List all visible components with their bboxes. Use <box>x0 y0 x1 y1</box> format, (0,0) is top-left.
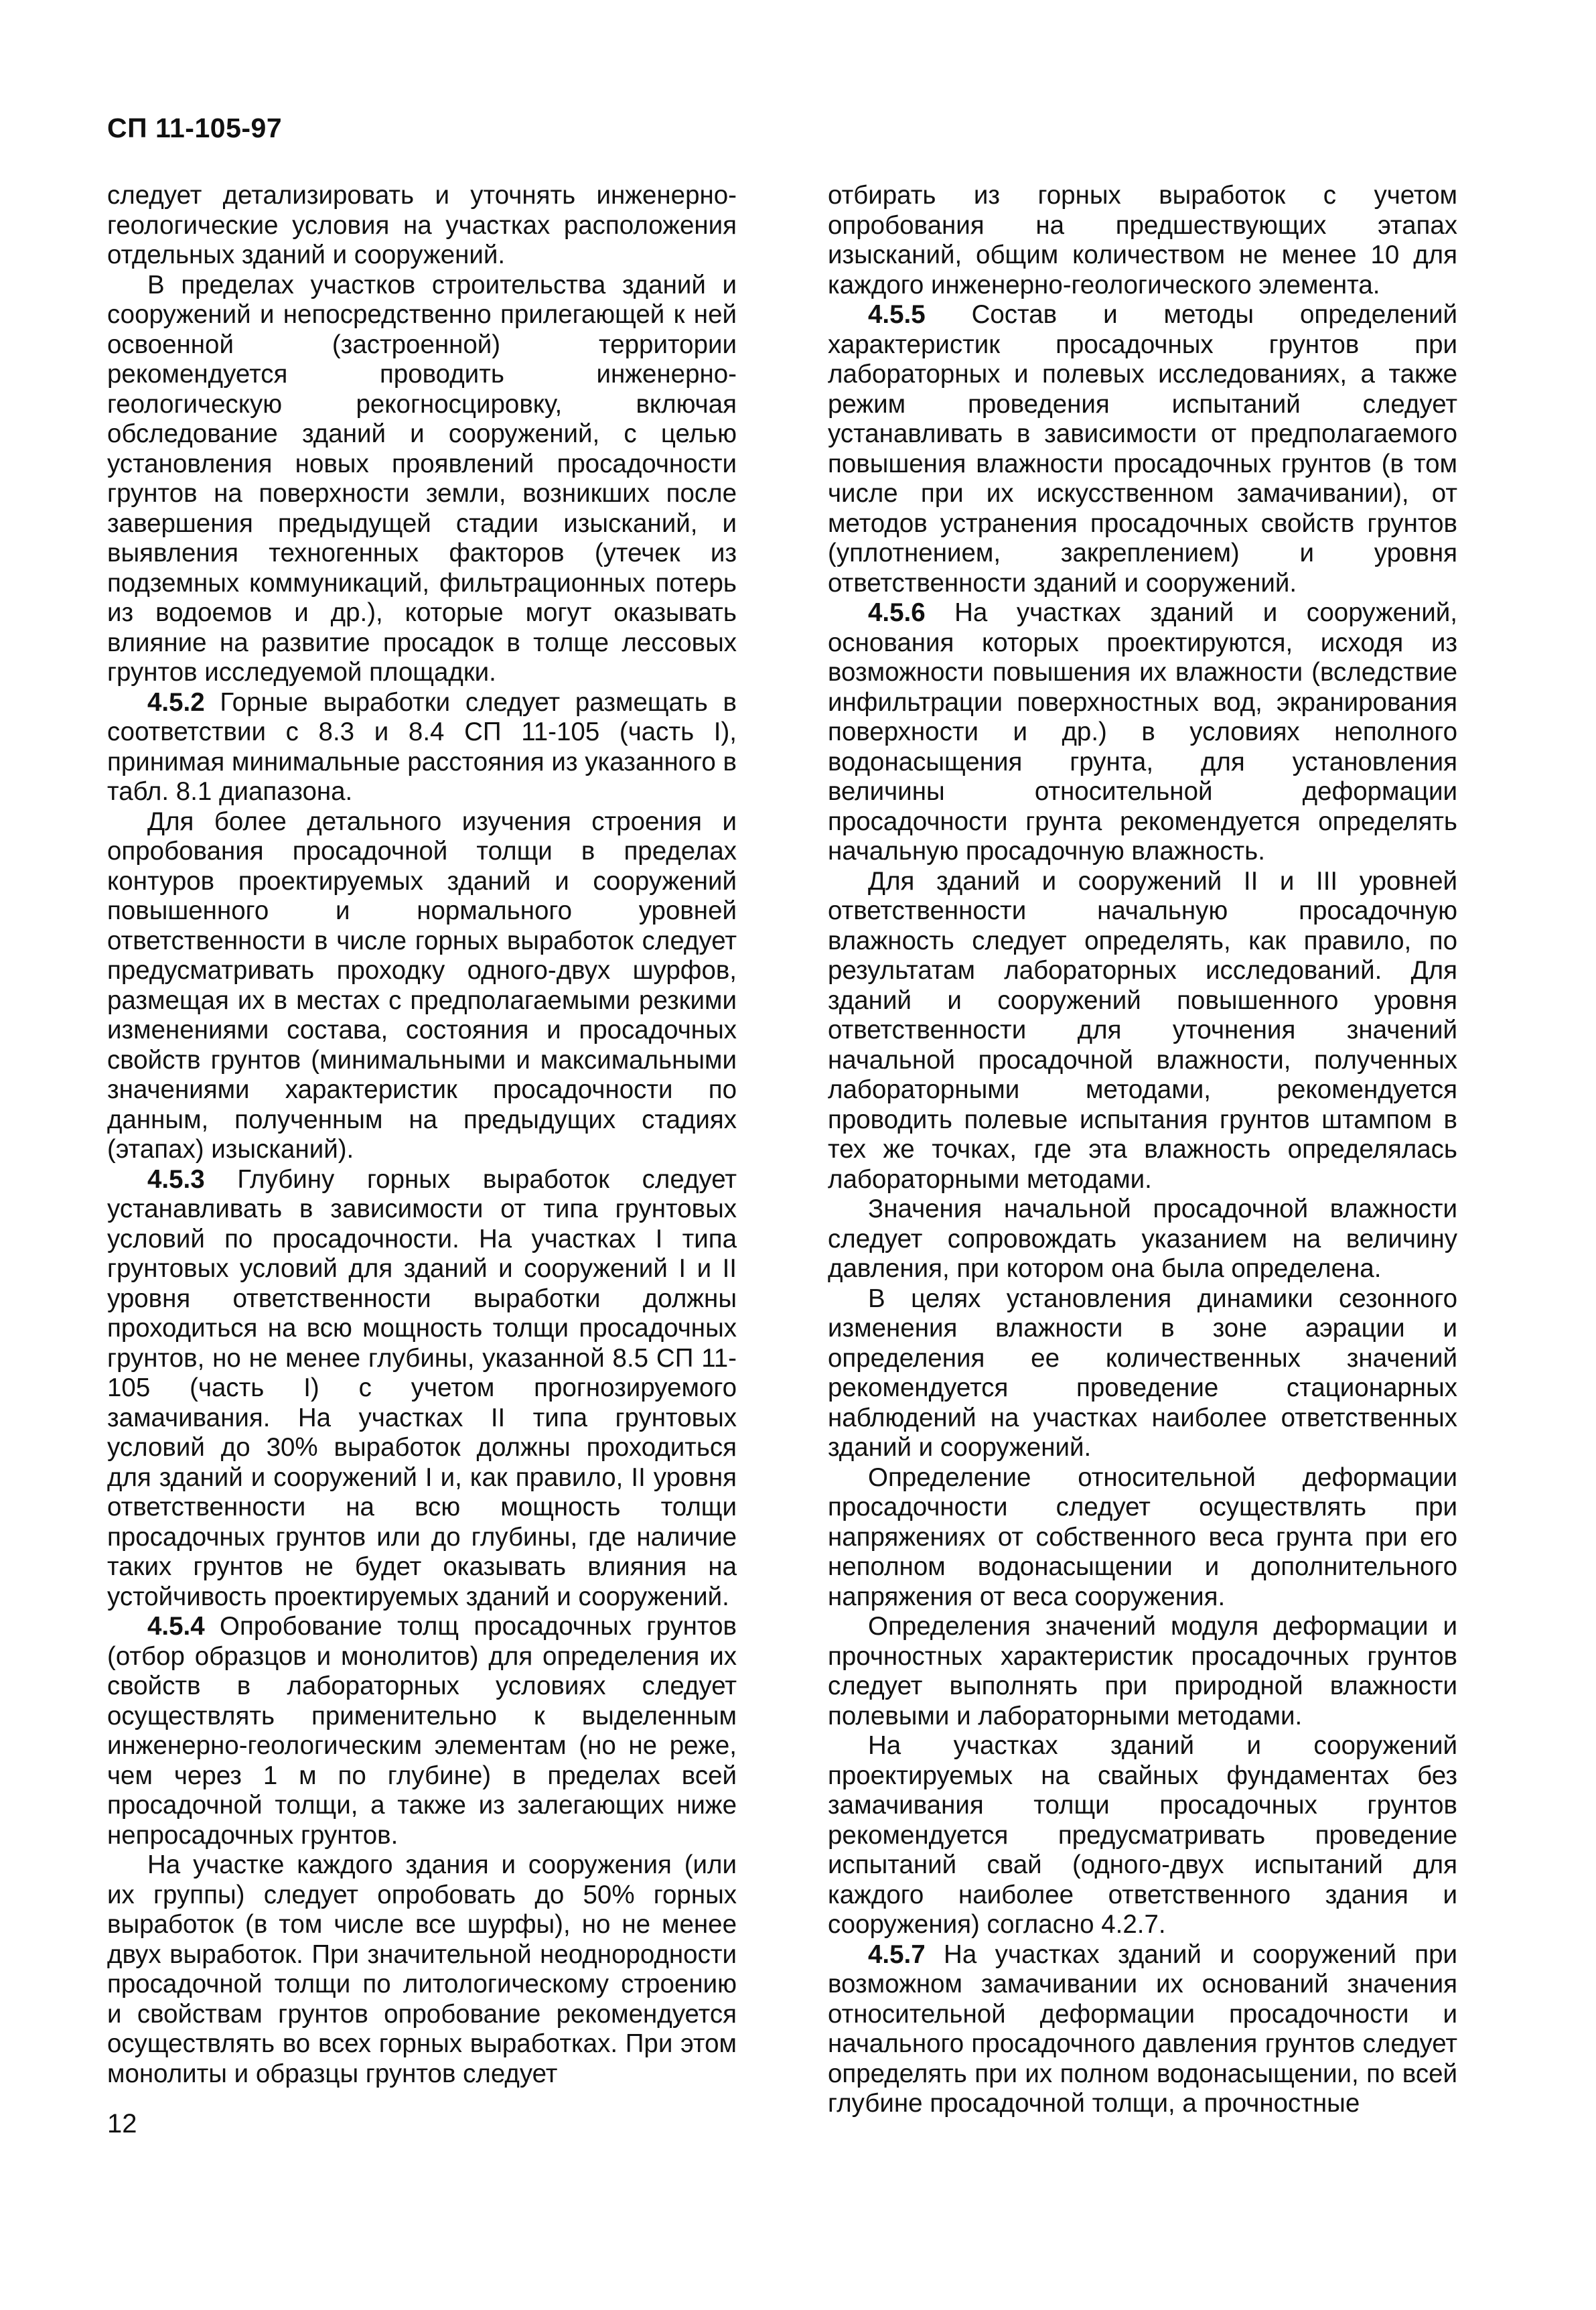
right-column <box>828 181 1457 2119</box>
clause-number: 4.5.3 <box>147 1164 205 1194</box>
clause-4-5-6 <box>828 598 1457 867</box>
paragraph: На участках зданий и сооружений проектируемых на свайных фундаментах без замачивания толщи просадочных грунтов рекомендуется предусматривать проведение испытаний свай (одного-двух испытаний для каждого наиболее ответственного здания и сооружения) согласно 4.2.7. <box>828 1731 1457 1939</box>
clause-4-5-3 <box>107 1165 737 1613</box>
clause-text: Глубину горных выработок следует устанавливать в зависимости от типа грунтовых условий по просадочности. На участках I типа грунтовых условий для зданий и сооружений I и II уровня ответственности выработки должны проходиться на всю мощность толщи просадочных грунтов, но не менее глубины, указанной 8.5 СП 11-105 (часть I) с учетом прогнозируемого замачивания. На участках II типа грунтовых условий до 30% выработок должны проходиться для зданий и сооружений I и, как правило, II уровня ответственности на всю мощность толщи просадочных грунтов или до глубины, где наличие таких грунтов не будет оказывать влияния на устойчивость проектируемых зданий и сооружений. <box>107 1164 737 1611</box>
paragraph: На участке каждого здания и сооружения (или их группы) следует опробовать до 50% горных выработок (в том числе все шурфы), но не менее двух выработок. При значительной неоднородности просадочной толщи по литологическому строению и свойствам грунтов опробование рекомендуется осуществлять во всех горных выработках. При этом монолиты и образцы грунтов следует <box>107 1850 737 2088</box>
clause-text: Состав и методы определений характеристик просадочных грунтов при лабораторных и полевых исследованиях, а также режим проведения испытаний следует устанавливать в зависимости от предполагаемого повышения влажности просадочных грунтов (в том числе при их искусственном замачивании), от методов устранения просадочных свойств грунтов (уплотнением, закреплением) и уровня ответственности зданий и сооружений. <box>828 300 1457 598</box>
clause-text: На участках зданий и сооружений при возможном замачивании их оснований значения относительной деформации просадочности и начального просадочного давления грунтов следует определять при их полном водонасыщении, по всей глубине просадочной толщи, а прочностные <box>828 1940 1457 2118</box>
paragraph: Для зданий и сооружений II и III уровней ответственности начальную просадочную влажность следует определять, как правило, по результатам лабораторных исследований. Для зданий и сооружений повышенного уровня ответственности для уточнения значений начальной просадочной влажности, полученных лабораторными методами, рекомендуется проводить полевые испытания грунтов штампом в тех же точках, где эта влажность определялась лабораторными методами. <box>828 866 1457 1194</box>
clause-text: Опробование толщ просадочных грунтов (отбор образцов и монолитов) для определения их свойств в лабораторных условиях следует осуществлять применительно к выделенным инженерно-геологическим элементам (но не реже, чем через 1 м по глубине) в пределах всей просадочной толщи, а также из залегающих ниже непросадочных грунтов. <box>107 1612 737 1850</box>
clause-number: 4.5.5 <box>868 300 926 329</box>
paragraph: отбирать из горных выработок с учетом опробования на предшествующих этапах изысканий, общим количеством не менее 10 для каждого инженерно-геологического элемента. <box>828 181 1457 299</box>
paragraph: Значения начальной просадочной влажности следует сопровождать указанием на величину давления, при котором она была определена. <box>828 1195 1457 1283</box>
clause-number: 4.5.6 <box>868 598 926 627</box>
clause-text: На участках зданий и сооружений, основания которых проектируются, исходя из возможности повышения их влажности (вследствие инфильтрации поверхностных вод, экранирования поверхности и др.) в условиях неполного водонасыщения грунта, для установления величины относительной деформации просадочности грунта рекомендуется определять начальную просадочную влажность. <box>828 598 1457 866</box>
document-code: СП 11-105-97 <box>107 113 283 143</box>
paragraph: В целях установления динамики сезонного изменения влажности в зоне аэрации и определения ее количественных значений рекомендуется проведение стационарных наблюдений на участках наиболее ответственных зданий и сооружений. <box>828 1284 1457 1462</box>
clause-number: 4.5.2 <box>147 687 205 717</box>
clause-number: 4.5.4 <box>147 1612 205 1641</box>
clause-4-5-4 <box>107 1612 737 1850</box>
paragraph: Определение относительной деформации просадочности следует осуществлять при напряжениях от собственного веса грунта при его неполном водонасыщении и дополнительного напряжения от веса сооружения. <box>828 1463 1457 1611</box>
page-number: 12 <box>107 2109 137 2138</box>
paragraph: следует детализировать и уточнять инженерно-геологические условия на участках расположения отдельных зданий и сооружений. <box>107 181 737 269</box>
clause-4-5-2 <box>107 688 737 807</box>
paragraph: Определения значений модуля деформации и прочностных характеристик просадочных грунтов следует выполнять при природной влажности полевыми и лабораторными методами. <box>828 1612 1457 1730</box>
left-column <box>107 181 737 2089</box>
paragraph: Для более детального изучения строения и опробования просадочной толщи в пределах контуров проектируемых зданий и сооружений повышенного и нормального уровней ответственности в числе горных выработок следует предусматривать проходку одного-двух шурфов, размещая их в местах с предполагаемыми резкими изменениями состава, состояния и просадочных свойств грунтов (минимальными и максимальными значениями характеристик просадочности по данным, полученным на предыдущих стадиях (этапах) изысканий). <box>107 807 737 1164</box>
clause-number: 4.5.7 <box>868 1940 926 1969</box>
paragraph: В пределах участков строительства зданий и сооружений и непосредственно прилегающей к ней освоенной (застроенной) территории рекомендуется проводить инженерно-геологическую рекогносцировку, включая обследование зданий и сооружений, с целью установления новых проявлений просадочности грунтов на поверхности земли, возникших после завершения предыдущей стадии изысканий, и выявления техногенных факторов (утечек из подземных коммуникаций, фильтрационных потерь из водоемов и др.), которые могут оказывать влияние на развитие просадок в толще лессовых грунтов исследуемой площадки. <box>107 270 737 687</box>
clause-4-5-5 <box>828 300 1457 598</box>
clause-4-5-7 <box>828 1940 1457 2119</box>
clause-text: Горные выработки следует размещать в соответствии с 8.3 и 8.4 СП 11-105 (часть I), принимая минимальные расстояния из указанного в табл. 8.1 диапазона. <box>107 687 737 806</box>
